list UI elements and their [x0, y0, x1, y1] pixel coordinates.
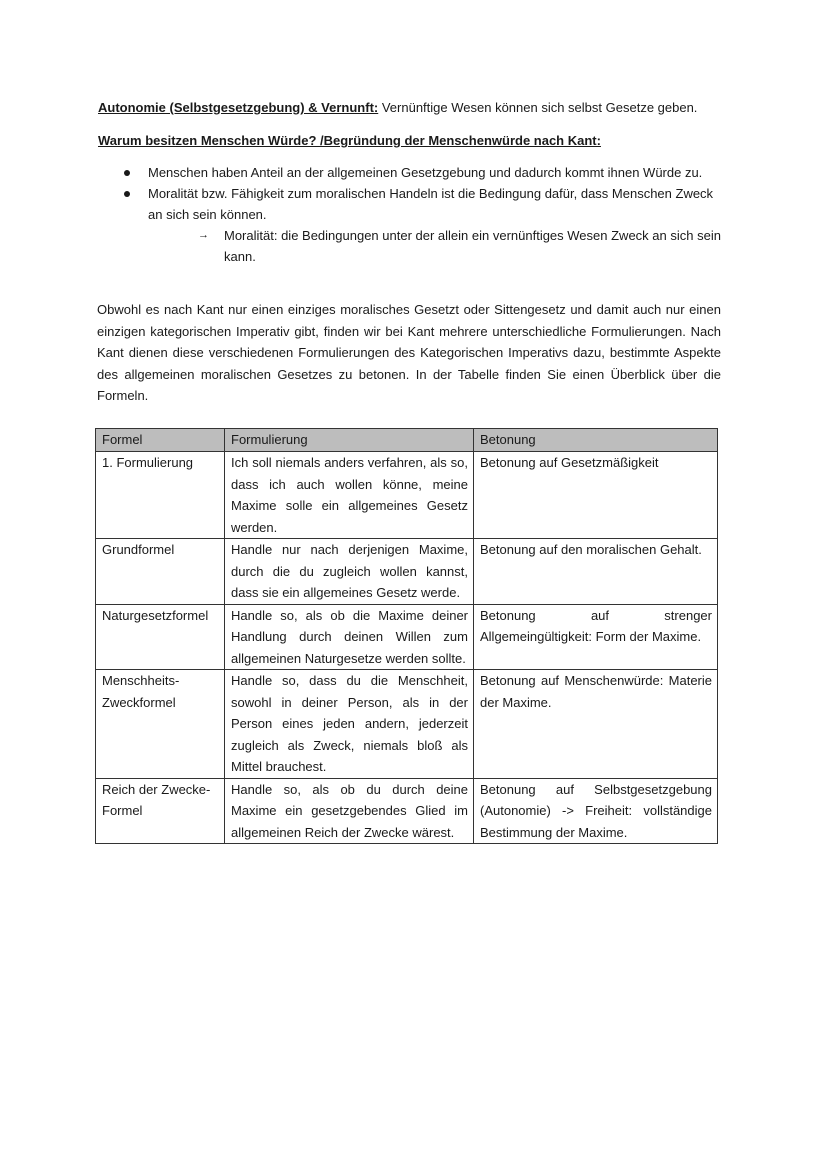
heading-autonomie-text: Vernünftige Wesen können sich selbst Gesetze geben.: [378, 100, 698, 115]
heading-menschenwuerde: Warum besitzen Menschen Würde? /Begründung der Menschenwürde nach Kant:: [98, 133, 601, 148]
header-formulierung: Formulierung: [225, 429, 474, 452]
cell-formulierung: Handle so, als ob die Maxime deiner Handlung durch deinen Willen zum allgemeinen Naturgesetze werden sollte.: [225, 604, 474, 670]
cell-formel: 1. Formulierung: [96, 452, 225, 539]
cell-formel: Naturgesetzformel: [96, 604, 225, 670]
cell-betonung: Betonung auf Selbstgesetzgebung (Autonomie) -> Freiheit: vollständige Bestimmung der Maxime.: [474, 778, 718, 844]
bullet-dot-icon: [124, 191, 130, 197]
intro-paragraph: Obwohl es nach Kant nur einen einziges moralisches Gesetzt oder Sittengesetz und damit auch nur einen einzigen kategorischen Imperativ gibt, finden wir bei Kant mehrere unterschiedliche Formulierungen. Nach Kant dienen diese verschiedenen Formulierungen des Kategorischen Imperativs dazu, bestimmte Aspekte des allgemeinen moralischen Gesetzes zu betonen. In der Tabelle finden Sie einen Überblick über die Formeln.: [97, 302, 721, 404]
bullet-text: Menschen haben Anteil an der allgemeinen Gesetzgebung und dadurch kommt ihnen Würde zu.: [148, 165, 703, 180]
table-row: [96, 452, 718, 539]
bullet-item: [122, 162, 730, 183]
bullet-list: [122, 162, 730, 267]
arrow-right-icon: →: [198, 229, 209, 241]
cell-betonung: Betonung auf strenger Allgemeingültigkeit: Form der Maxime.: [474, 604, 718, 670]
cell-formel: Grundformel: [96, 539, 225, 605]
cell-formulierung: Handle so, als ob du durch deine Maxime ein gesetzgebendes Glied im allgemeinen Reich der Zwecke wärest.: [225, 778, 474, 844]
heading-autonomie-bold: Autonomie (Selbstgesetzgebung) & Vernunft:: [98, 100, 379, 115]
bullet-item: [122, 183, 730, 267]
table-row: [96, 604, 718, 670]
cell-betonung: Betonung auf den moralischen Gehalt.: [474, 539, 718, 605]
sub-bullet-item: [148, 225, 730, 267]
table-row: [96, 670, 718, 779]
sub-bullet-text: Moralität: die Bedingungen unter der allein ein vernünftiges Wesen Zweck an sich sein kann.: [224, 228, 721, 264]
cell-betonung: Betonung auf Gesetzmäßigkeit: [474, 452, 718, 539]
cell-formel: Reich der Zwecke-Formel: [96, 778, 225, 844]
table-row: [96, 778, 718, 844]
cell-betonung: Betonung auf Menschenwürde: Materie der Maxime.: [474, 670, 718, 779]
bullet-dot-icon: [124, 170, 130, 176]
heading-autonomie: [98, 99, 758, 117]
cell-formel: Menschheits-Zweckformel: [96, 670, 225, 779]
header-formel: Formel: [96, 429, 225, 452]
cell-formulierung: Handle nur nach derjenigen Maxime, durch die du zugleich wollen kannst, dass sie ein allgemeines Gesetz werde.: [225, 539, 474, 605]
cell-formulierung: Ich soll niemals anders verfahren, als so, dass ich auch wollen könne, meine Maxime solle ein allgemeines Gesetz werden.: [225, 452, 474, 539]
cell-formulierung: Handle so, dass du die Menschheit, sowohl in deiner Person, als in der Person eines jeden andern, jederzeit zugleich als Zweck, niemals bloß als Mittel brauchest.: [225, 670, 474, 779]
bullet-text: Moralität bzw. Fähigkeit zum moralischen Handeln ist die Bedingung dafür, dass Menschen Zweck an sich sein können.: [148, 186, 714, 222]
table-row: [96, 539, 718, 605]
header-betonung: Betonung: [474, 429, 718, 452]
table-header-row: [96, 429, 718, 452]
formeln-table: [95, 428, 718, 844]
